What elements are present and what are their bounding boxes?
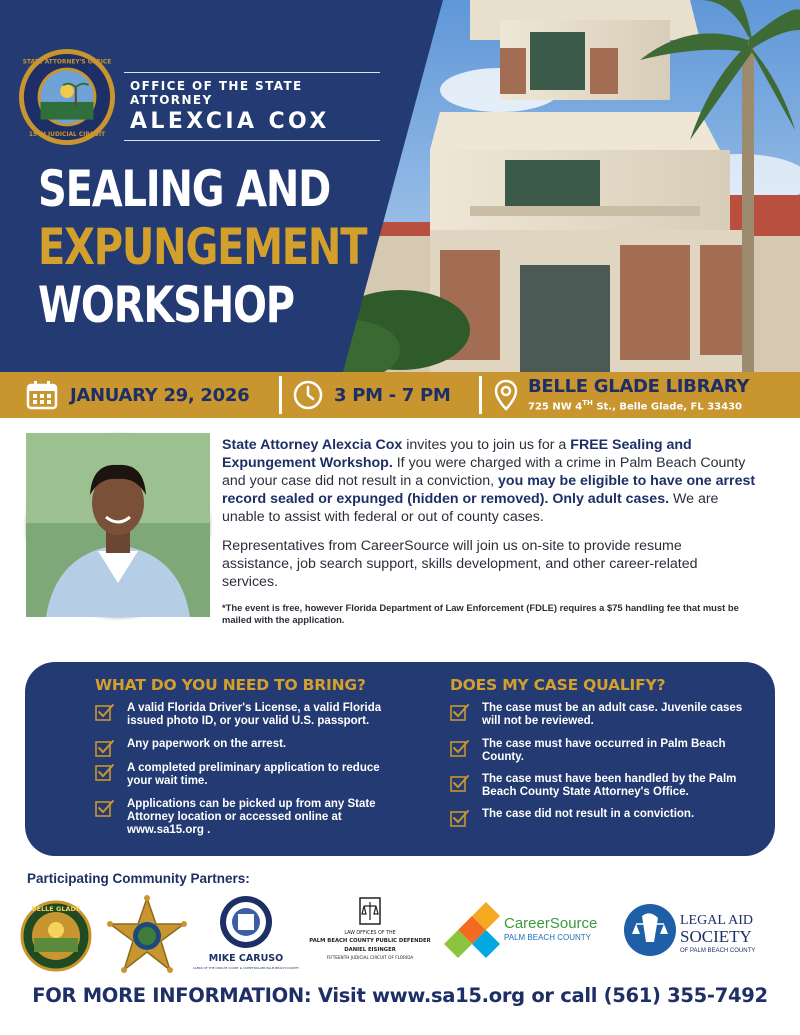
checkbox-checked-icon bbox=[95, 739, 115, 757]
qualify-heading: DOES MY CASE QUALIFY? bbox=[450, 676, 666, 694]
state-attorney-portrait bbox=[26, 433, 210, 617]
checklist-item-text: Applications can be picked up from any State Attorney location or accessed online at www.sa15.org . bbox=[127, 798, 376, 836]
intro-paragraph: State Attorney Alexcia Cox invites you to join us for a FREE Sealing and Expungement Workshop. If you were charged with a crime in Palm Beach County and your case did not result in a conviction, you may be eligible to have one arrest record sealed or expunged (hidden or removed). Only adult cases. We are unable to assist with federal or out of county cases. bbox=[222, 437, 756, 525]
svg-text:MIKE CARUSO: MIKE CARUSO bbox=[208, 953, 284, 964]
checklist-item-text: The case must have occurred in Palm Beach County. bbox=[482, 738, 726, 763]
checkbox-checked-icon bbox=[450, 809, 470, 827]
checklist-item-text: A valid Florida Driver's License, a valid Florida issued photo ID, or your valid U.S. passport. bbox=[127, 702, 382, 727]
event-info-bar bbox=[0, 372, 800, 418]
checkbox-checked-icon bbox=[95, 763, 115, 781]
checkbox-checked-icon bbox=[450, 703, 470, 721]
checklist-item bbox=[95, 738, 395, 751]
event-date-text: JANUARY 29, 2026 bbox=[70, 384, 250, 406]
checklist-item bbox=[95, 762, 395, 788]
checkbox-checked-icon bbox=[450, 774, 470, 792]
event-date bbox=[26, 372, 249, 418]
qualify-list bbox=[450, 702, 745, 821]
svg-text:LAW OFFICES OF THE: LAW OFFICES OF THE bbox=[344, 931, 396, 936]
divider bbox=[279, 376, 282, 414]
careersource-logo bbox=[438, 896, 610, 964]
svg-text:DANIEL EISINGER: DANIEL EISINGER bbox=[344, 947, 396, 953]
svg-text:CareerSource: CareerSource bbox=[504, 915, 598, 932]
divider bbox=[479, 376, 482, 414]
qualify-column bbox=[450, 676, 745, 821]
public-defender-logo bbox=[300, 896, 440, 968]
clock-icon bbox=[292, 379, 324, 411]
svg-text:STATE ATTORNEY'S OFFICE: STATE ATTORNEY'S OFFICE bbox=[22, 59, 112, 66]
svg-text:15TH JUDICIAL CIRCUIT: 15TH JUDICIAL CIRCUIT bbox=[28, 132, 106, 139]
office-title-block bbox=[124, 72, 380, 141]
svg-text:PALM BEACH COUNTY: PALM BEACH COUNTY bbox=[504, 933, 591, 942]
svg-text:BELLE GLADE: BELLE GLADE bbox=[31, 905, 81, 913]
fee-disclaimer: *The event is free, however Florida Department of Law Enforcement (FDLE) requires a $75 handling fee that must be mailed with the application. bbox=[222, 602, 739, 625]
checklist-item bbox=[450, 702, 745, 728]
event-time bbox=[292, 372, 451, 418]
checklist-item bbox=[450, 773, 745, 799]
requirements-panel bbox=[25, 662, 775, 856]
office-name: ALEXCIA COX bbox=[130, 109, 330, 134]
hero-banner bbox=[0, 0, 800, 372]
title-line-2: EXPUNGEMENT bbox=[38, 218, 367, 276]
title-line-1: SEALING AND bbox=[38, 160, 331, 218]
event-time-text: 3 PM - 7 PM bbox=[334, 384, 451, 406]
location-address: 725 NW 4TH St., Belle Glade, FL 33430 bbox=[528, 398, 742, 413]
checkbox-checked-icon bbox=[95, 703, 115, 721]
intro-text bbox=[222, 436, 756, 626]
svg-text:PALM BEACH COUNTY PUBLIC DEFEN: PALM BEACH COUNTY PUBLIC DEFENDER bbox=[309, 938, 431, 944]
careersource-paragraph: Representatives from CareerSource will join us on-site to provide resume assistance, job search support, skills development, and other career-related services. bbox=[222, 538, 698, 590]
checklist-item bbox=[450, 808, 745, 821]
checklist-item bbox=[450, 738, 745, 764]
belle-glade-logo bbox=[20, 900, 92, 972]
checklist-item-text: The case did not result in a conviction. bbox=[482, 808, 695, 820]
legal-aid-society-logo bbox=[622, 898, 780, 962]
office-subtitle: OFFICE OF THE STATE ATTORNEY bbox=[130, 79, 303, 107]
partners-heading: Participating Community Partners: bbox=[27, 871, 250, 886]
checklist-item bbox=[95, 702, 395, 728]
state-attorney-seal-logo bbox=[18, 48, 116, 146]
title-line-3: WORKSHOP bbox=[38, 276, 294, 334]
clerk-of-court-logo bbox=[192, 894, 300, 972]
map-pin-icon bbox=[494, 379, 518, 411]
checklist-item bbox=[95, 798, 395, 837]
sheriff-star-badge-logo bbox=[106, 896, 188, 974]
event-location bbox=[494, 372, 749, 418]
svg-text:OF PALM BEACH COUNTY: OF PALM BEACH COUNTY bbox=[680, 948, 756, 954]
checklist-item-text: Any paperwork on the arrest. bbox=[127, 738, 287, 750]
svg-text:CLERK OF THE CIRCUIT COURT & C: CLERK OF THE CIRCUIT COURT & COMPTROLLER PALM BEACH COUNTY bbox=[192, 966, 300, 970]
bring-list bbox=[95, 702, 395, 837]
bring-column bbox=[95, 676, 395, 837]
location-name: BELLE GLADE LIBRARY bbox=[528, 375, 750, 397]
checkbox-checked-icon bbox=[95, 799, 115, 817]
checkbox-checked-icon bbox=[450, 739, 470, 757]
divider bbox=[124, 72, 380, 73]
bring-heading: WHAT DO YOU NEED TO BRING? bbox=[95, 676, 366, 694]
checklist-item-text: The case must have been handled by the Palm Beach County State Attorney's Office. bbox=[482, 773, 737, 798]
calendar-icon bbox=[26, 380, 58, 410]
divider bbox=[124, 140, 380, 141]
page-title bbox=[38, 160, 368, 334]
svg-text:SOCIETY: SOCIETY bbox=[680, 927, 752, 946]
more-info-footer: FOR MORE INFORMATION: Visit www.sa15.org or call (561) 355-7492 bbox=[32, 984, 768, 1007]
svg-text:FIFTEENTH JUDICIAL CIRCUIT OF: FIFTEENTH JUDICIAL CIRCUIT OF FLORIDA bbox=[326, 955, 414, 960]
checklist-item-text: A completed preliminary application to reduce your wait time. bbox=[127, 762, 380, 787]
checklist-item-text: The case must be an adult case. Juvenile cases will not be reviewed. bbox=[482, 702, 743, 727]
svg-text:LEGAL AID: LEGAL AID bbox=[680, 913, 753, 928]
